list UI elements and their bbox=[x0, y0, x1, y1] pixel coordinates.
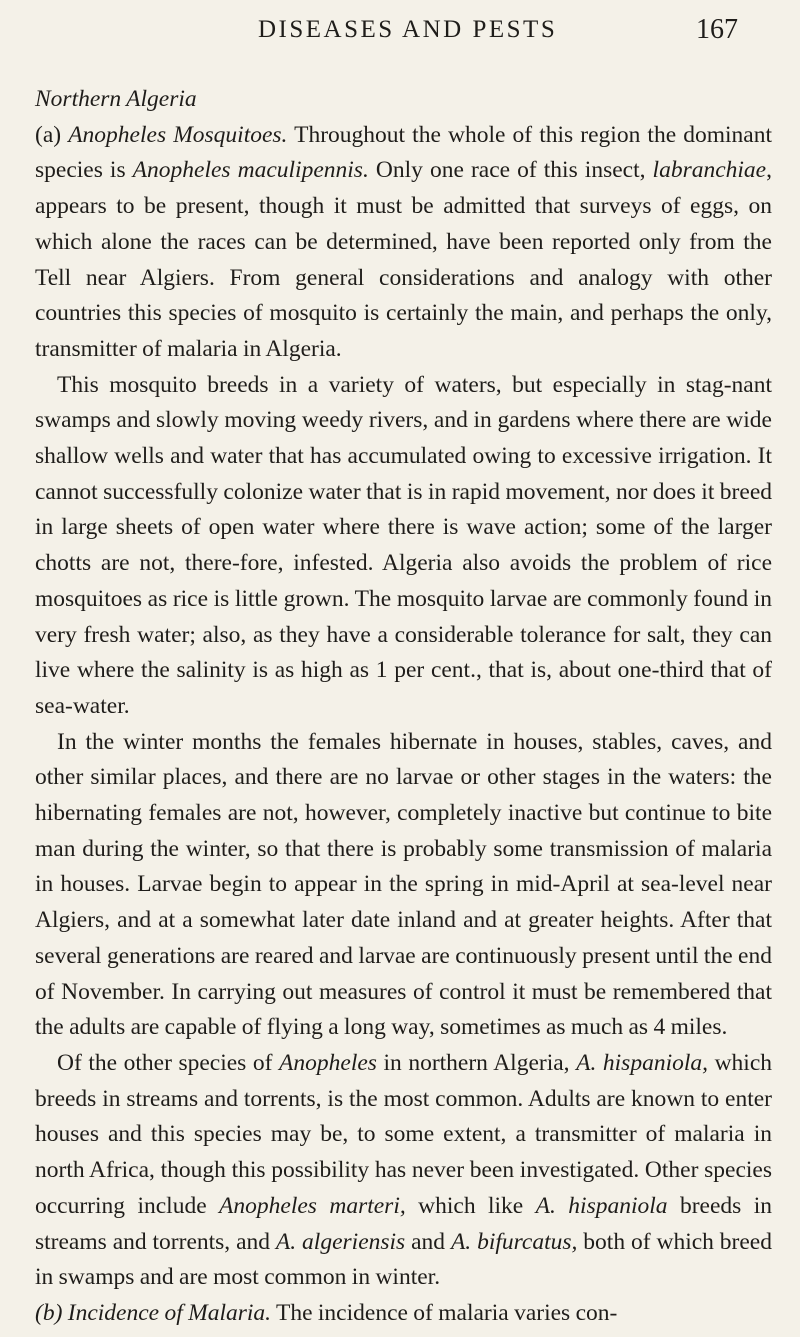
running-title: DISEASES AND PESTS bbox=[258, 16, 558, 43]
paragraph-breeding: This mosquito breeds in a variety of waters, but especially in stag-nant swamps and slowly moving weedy rivers, and in gardens where there are wide shallow wells and water that has accumulated owing to excessive irrigation. It cannot successfully colonize water that is in rapid movement, nor does it breed in large sheets of open water where there is wave action; some of the larger chotts are not, there-fore, infested. Algeria also avoids the problem of rice mosquitoes as rice is little grown. The mosquito larvae are commonly found in very fresh water; also, as they have a considerable tolerance for salt, they can live where the salinity is as high as 1 per cent., that is, about one-third that of sea-water. bbox=[35, 371, 772, 719]
species-name: Anopheles marteri, bbox=[219, 1192, 406, 1219]
species-name: A. hispaniola bbox=[535, 1192, 668, 1219]
text-span: Of the other species of bbox=[57, 1049, 280, 1076]
text-span: which breeds in streams and torrents, is the most common. Adults are known to enter houses and this species may be, to some extent, a transmitter of malaria in north Africa, though this possibility has never been investigated. Other species occurring include bbox=[35, 1049, 773, 1219]
text-span: The incidence of malaria varies con- bbox=[271, 1299, 618, 1326]
text-span: , appears to be present, though it must be admitted that surveys of eggs, on which alone the races can be determined, have been reported only from the Tell near Algiers. From general considerations and analogy with other countries this species of mosquito is certainly the main, and perhaps the only, transmitter of malaria in Algeria. bbox=[35, 157, 772, 362]
page-number: 167 bbox=[696, 14, 738, 45]
subsection-heading: Anopheles Mosquitoes. bbox=[68, 121, 288, 148]
body-text bbox=[35, 82, 772, 1332]
paragraph-incidence-of-malaria bbox=[35, 1296, 772, 1332]
species-name: Anopheles maculipennis. bbox=[132, 157, 369, 184]
species-name: A. algeriensis bbox=[275, 1228, 406, 1255]
text-span: which like bbox=[405, 1192, 536, 1219]
paragraph-anopheles-mosquitoes bbox=[35, 118, 772, 368]
text-span: in northern Algeria, bbox=[376, 1049, 577, 1076]
text-span: both of which breed in swamps and are most common in winter. bbox=[35, 1228, 772, 1291]
section-title: Northern Algeria bbox=[35, 86, 197, 112]
paragraph-hibernation: In the winter months the females hibernate in houses, stables, caves, and other similar places, and there are no larvae or other stages in the waters: the hibernating females are not, however, completely inactive but continue to bite man during the winter, so that there is probably some transmission of malaria in houses. Larvae begin to appear in the spring in mid-April at sea-level near Algiers, and at a somewhat later date inland and at greater heights. After that several generations are reared and larvae are continuously present until the end of November. In carrying out measures of control it must be remembered that the adults are capable of flying a long way, sometimes as much as 4 miles. bbox=[35, 728, 772, 1041]
species-name: A. bifurcatus, bbox=[450, 1228, 578, 1255]
species-name: Anopheles bbox=[279, 1049, 377, 1076]
race-name: labranchiae bbox=[652, 157, 767, 184]
running-head bbox=[0, 10, 800, 50]
text-span: Throughout the whole of this region the dominant species is bbox=[35, 121, 773, 184]
text-span: and bbox=[405, 1228, 451, 1255]
text-span: Only one race of this insect, bbox=[368, 157, 653, 184]
paragraph-other-species bbox=[35, 1046, 772, 1296]
species-name: A. hispaniola, bbox=[576, 1049, 709, 1076]
item-marker: (a) bbox=[35, 121, 69, 148]
text-span: breeds in streams and torrents, and bbox=[35, 1192, 772, 1255]
subsection-heading: (b) Incidence of Malaria. bbox=[35, 1299, 272, 1326]
